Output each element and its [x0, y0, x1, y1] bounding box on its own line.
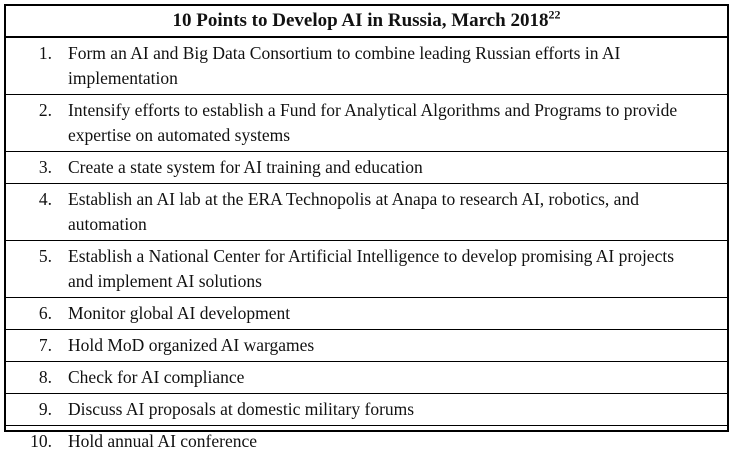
row-number: 10.	[30, 431, 52, 451]
table-row	[6, 152, 727, 184]
row-text: Establish an AI lab at the ERA Technopolis at Anapa to research AI, robotics, and automation	[68, 189, 639, 234]
row-text: Hold MoD organized AI wargames	[68, 335, 315, 355]
row-number: 8.	[38, 367, 52, 387]
row-number: 2.	[38, 100, 52, 120]
row-text: Intensify efforts to establish a Fund for Analytical Algorithms and Programs to provide expertise on automated systems	[68, 100, 678, 145]
table-row	[6, 394, 727, 426]
table-title	[6, 6, 727, 38]
table-row	[6, 298, 727, 330]
table-row	[6, 38, 727, 95]
ai-points-table	[4, 4, 729, 451]
row-number: 4.	[38, 189, 52, 209]
row-number: 5.	[38, 246, 52, 266]
row-text: Discuss AI proposals at domestic military forums	[68, 399, 415, 419]
table-title-text: 10 Points to Develop AI in Russia, March 2018	[172, 10, 549, 31]
row-text: Form an AI and Big Data Consortium to combine leading Russian efforts in AI implementation	[68, 43, 621, 88]
table-row	[6, 184, 727, 241]
table-row	[6, 426, 727, 457]
row-text: Monitor global AI development	[68, 303, 291, 323]
row-number: 6.	[38, 303, 52, 323]
table-row	[6, 241, 727, 298]
table-row	[6, 330, 727, 362]
row-text: Hold annual AI conference	[68, 431, 258, 451]
row-number: 3.	[38, 157, 52, 177]
row-text: Establish a National Center for Artificial Intelligence to develop promising AI projects and implement AI solutions	[68, 246, 675, 291]
row-text: Create a state system for AI training and education	[68, 157, 423, 177]
row-number: 9.	[38, 399, 52, 419]
row-number: 7.	[38, 335, 52, 355]
footnote-marker: 22	[548, 7, 561, 22]
table-row	[6, 362, 727, 394]
row-text: Check for AI compliance	[68, 367, 245, 387]
row-number: 1.	[38, 43, 52, 63]
table-row	[6, 95, 727, 152]
